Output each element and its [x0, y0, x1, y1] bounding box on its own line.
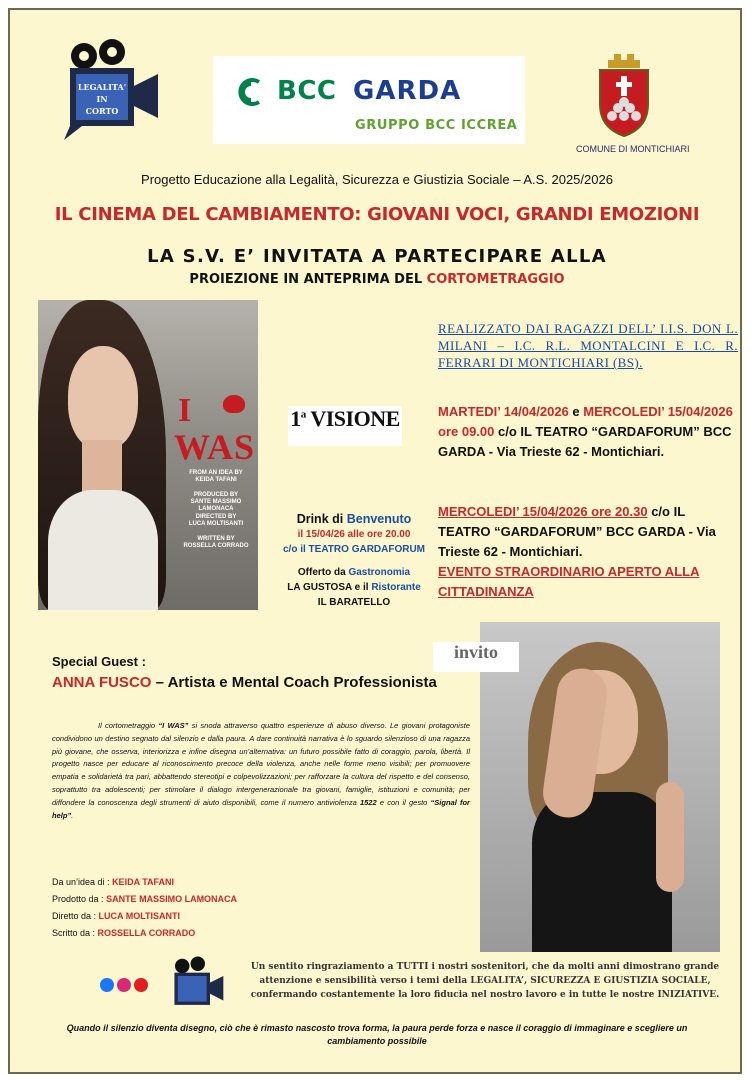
event2-when: MERCOLEDI’ 15/04/2026 ore 20.30 — [438, 504, 648, 519]
bcc-group: GRUPPO BCC ICCREA — [355, 118, 518, 133]
prima-num: 1 — [290, 406, 301, 431]
projection-line — [10, 272, 744, 287]
baratello: IL BARATELLO — [317, 597, 391, 608]
prima-text: VISIONE — [310, 406, 400, 431]
guest-line — [52, 674, 437, 691]
desc-p3: e con il gesto — [379, 797, 428, 807]
desc-end: . — [71, 810, 74, 820]
credits-list — [52, 874, 237, 942]
desc-p2: si snoda attraverso quattro esperienze di abuso diverso. Le giovani protagoniste condividono un destino segnato dal silenzio e dalla paura. A dare continuità narrativa è lo sguardo silenzioso di una ragazza più giovane, che osserva, interiorizza e infine disegna un’alternativa: un futuro possibile fatto di coraggio, parola, libertà. Il progetto nasce per educare al riconoscimento precoce della violenza, anche nelle forme meno visibili; per promuovere empatia e solidarietà tra pari, abbattendo stereotipi e colpevolizzazioni; per rafforzare la cultura del rispetto e del consenso, soprattutto tra adolescenti; per stimolare il dialogo intergenerazionale tra giovani, famiglie, istituzioni e comunità; per diffondere la conoscenza degli strumenti di aiuto disponibili, come il numero antiviolenza — [52, 721, 470, 807]
poster-idea-name: KEIDA TAFANI — [195, 477, 237, 483]
bcc-logo-symbol-icon — [233, 74, 269, 110]
comune-name: COMUNE DI MONTICHIARI — [576, 144, 690, 154]
logo-text-line-2: IN — [96, 94, 108, 104]
event-1 — [438, 402, 738, 462]
legalita-in-corto-logo — [62, 38, 170, 146]
drink-label: Drink di — [296, 512, 344, 526]
poster-face — [68, 346, 138, 450]
poster-directed-name: LUCA MOLTISANTI — [188, 521, 244, 527]
invitation-page — [8, 8, 742, 1074]
poster-idea-label: FROM AN IDEA BY — [189, 470, 243, 476]
gusto-label: LA GUSTOSA e il — [287, 582, 369, 593]
credit-row — [52, 925, 237, 942]
desc-p1: Il cortometraggio — [98, 721, 156, 730]
closing-quote: Quando il silenzio diventa disegno, ciò che è rimasto nascosto trova forma, la paura perde forza e nasce il coraggio di immaginare e scegliere un cambiamento possibile — [66, 1023, 688, 1046]
project-subtitle: Progetto Educazione alla Legalità, Sicurezza e Giustizia Sociale – A.S. 2025/2026 — [141, 172, 613, 187]
realizzato-text: REALIZZATO DAI RAGAZZI DELL’ I.I.S. DON L. MILANI – I.C. R.L. MONTALCINI E I.C. R. FERRARI DI MONTICHIARI (BS). — [438, 321, 738, 370]
poster-rose-icon — [223, 395, 245, 413]
special-guest-label: Special Guest : — [52, 654, 146, 669]
guest-role: – Artista e Mental Coach Professionista — [155, 674, 437, 691]
film-description — [52, 720, 470, 822]
guest-dress — [532, 792, 672, 952]
invito-label: invito — [433, 642, 519, 672]
credit-row — [52, 908, 237, 925]
comune-crest-icon — [594, 52, 654, 138]
poster-title-was: WAS — [174, 427, 256, 467]
bcc-garda-logo — [213, 56, 525, 144]
event1-and: e — [572, 404, 580, 419]
bcc-garda: GARDA — [353, 76, 462, 106]
offerto-label: Offerto da — [297, 567, 346, 578]
poster-directed-label: DIRECTED BY — [195, 514, 237, 520]
poster-written-name: ROSSELLA CORRADO — [183, 543, 249, 549]
credit-value: SANTE MASSIMO LAMONACA — [106, 894, 238, 904]
desc-gesture: “Signal for help” — [52, 797, 470, 820]
credit-row — [52, 891, 237, 908]
event-title: IL CINEMA DEL CAMBIAMENTO: GIOVANI VOCI, GRANDI EMOZIONI — [54, 204, 700, 225]
film-poster — [38, 300, 258, 610]
guest-arm — [656, 782, 684, 892]
prima-visione-badge — [288, 406, 402, 446]
projection-cortometraggio: CORTOMETRAGGIO — [426, 272, 565, 287]
projection-prefix: PROIEZIONE IN ANTEPRIMA DEL — [189, 272, 423, 287]
poster-written-label: WRITTEN BY — [197, 536, 235, 542]
offerto-blue: Gastronomia — [348, 567, 411, 578]
social-icons — [100, 978, 151, 997]
credit-value: ROSSELLA CORRADO — [97, 928, 196, 938]
event1-rest: c/o IL TEATRO “GARDAFORUM” BCC GARDA - Via Trieste 62 - Montichiari. — [438, 424, 732, 459]
poster-shirt — [48, 490, 158, 610]
event2-special: EVENTO STRAORDINARIO APERTO ALLA CITTADINANZA — [438, 564, 700, 599]
credit-label: Prodotto da : — [52, 894, 104, 904]
credit-label: Diretto da : — [52, 911, 97, 921]
legalita-in-corto-small-logo — [170, 956, 230, 1016]
credit-row — [52, 874, 237, 891]
poster-neck — [82, 440, 122, 496]
poster-produced-label: PRODUCED BY — [193, 492, 239, 498]
drink-place: c/o il TEATRO GARDAFORUM — [282, 544, 426, 555]
instagram-icon[interactable] — [117, 978, 131, 992]
thanks-text: Un sentito ringraziamento a TUTTI i nostri sostenitori, che da molti anni dimostrano grande attenzione e sensibilità verso i temi della LEGALITA’, SICUREZZA E GIUSTIZIA SOCIALE, confermando costantemente la loro fiducia nel nostro lavoro e in tutte le nostre INIZIATIVE. — [250, 962, 720, 1000]
drink-label-blue: Benvenuto — [346, 512, 412, 526]
guest-name: ANNA FUSCO — [52, 674, 152, 691]
youtube-icon[interactable] — [134, 978, 148, 992]
logo-text-line-1: LEGALITA' — [77, 82, 127, 92]
prima-sup: a — [300, 408, 306, 421]
credit-label: Da un’idea di : — [52, 877, 110, 887]
event1-day2: MERCOLEDI’ 15/04/2026 ore 09.00 — [438, 404, 733, 439]
drink-date: il 15/04/26 alle ore 20.00 — [297, 529, 411, 540]
credit-value: LUCA MOLTISANTI — [98, 911, 181, 921]
credit-value: KEIDA TAFANI — [112, 877, 175, 887]
logo-text-line-3: CORTO — [85, 106, 119, 116]
poster-title-i: I — [178, 392, 192, 429]
event2-rest: c/o IL TEATRO “GARDAFORUM” BCC GARDA - Via Trieste 62 - Montichiari. — [438, 504, 716, 559]
poster-produced-name: SANTE MASSIMO LAMONACA — [190, 499, 242, 512]
desc-number: 1522 — [359, 797, 377, 807]
credit-label: Scritto da : — [52, 928, 96, 938]
event-2 — [438, 502, 738, 602]
event1-day1: MARTEDI’ 14/04/2026 — [438, 404, 569, 419]
invitation-line: LA S.V. E’ INVITATA A PARTECIPARE ALLA — [147, 246, 607, 267]
desc-title: “I WAS” — [158, 721, 189, 730]
drink-info — [268, 512, 440, 610]
facebook-icon[interactable] — [100, 978, 114, 992]
bcc-name: BCC — [277, 76, 337, 106]
gusto-blue: Ristorante — [371, 582, 421, 593]
